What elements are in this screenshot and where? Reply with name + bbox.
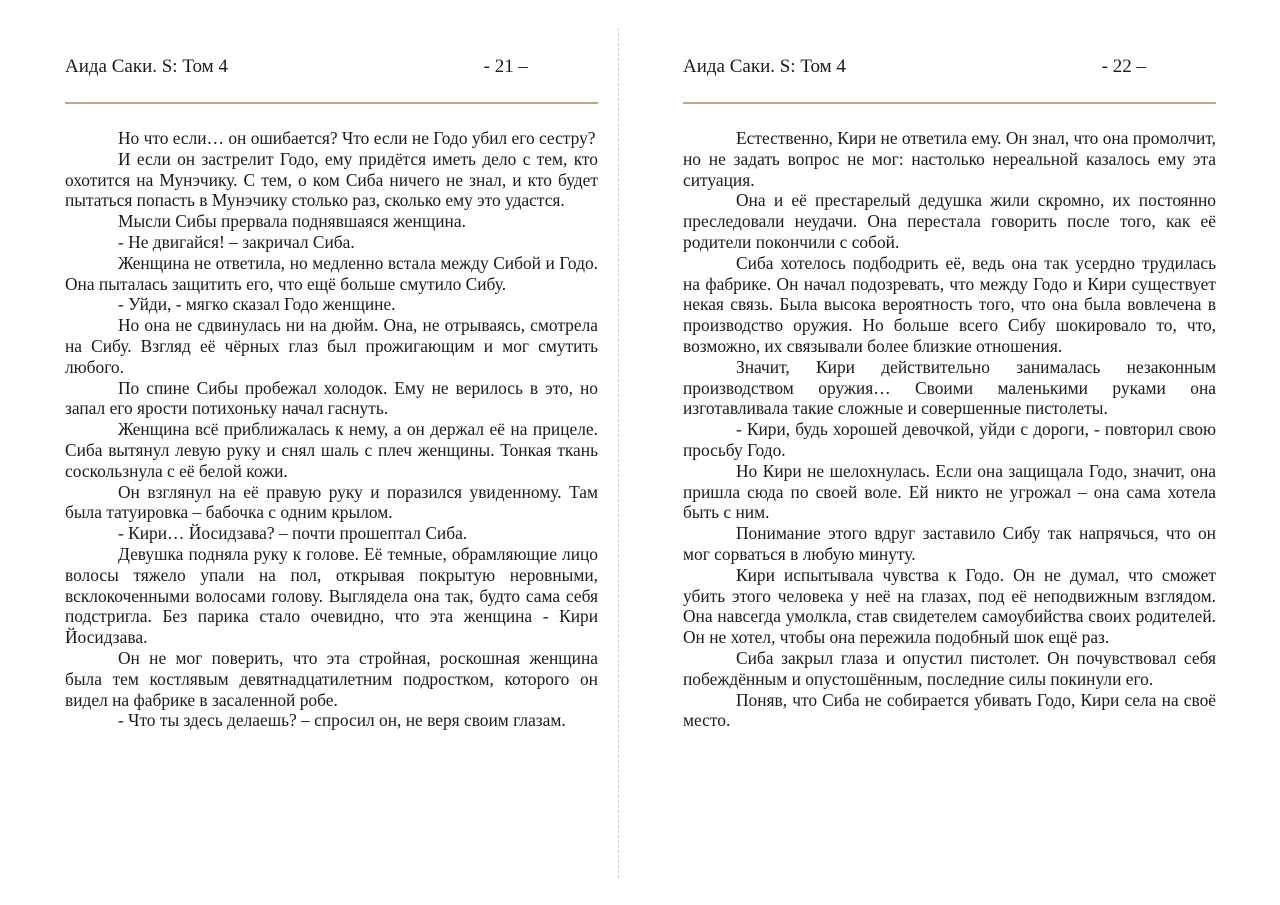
paragraph: Понимание этого вдруг заставило Сибу так напрячься, что он мог сорваться в любую минуту.: [683, 523, 1216, 564]
paragraph: - Кири… Йосидзава? – почти прошептал Сиба.: [118, 523, 468, 544]
page-number: - 22 –: [1101, 56, 1146, 77]
header-rule: [683, 102, 1216, 104]
paragraph: Естественно, Кири не ответила ему. Он знал, что она промолчит, но не задать вопрос не мог: настолько нереальной казалось ему эта ситуация.: [683, 128, 1216, 190]
page-body: [683, 128, 1216, 731]
paragraph: Женщина всё приближалась к нему, а он держал её на прицеле. Сиба вытянул левую руку и снял шаль с плеч женщины. Тонкая ткань соскользнула с её белой кожи.: [65, 419, 598, 481]
header-title: Аида Саки. S: Том 4: [65, 56, 228, 77]
page-divider: [618, 28, 619, 878]
page-body: [65, 128, 598, 731]
left-page: [65, 0, 598, 905]
page-header: [65, 54, 598, 80]
page-header: [683, 54, 1216, 80]
paragraph: Но Кири не шелохнулась. Если она защищала Годо, значит, она пришла сюда по своей воле. Ей никто не угрожал – она сама хотела быть с ним.: [683, 460, 1216, 523]
paragraph: Он взглянул на её правую руку и поразился увиденному. Там была татуировка – бабочка с одним крылом.: [65, 481, 598, 523]
header-rule: [65, 102, 598, 104]
paragraph: Девушка подняла руку к голове. Её темные, обрамляющие лицо волосы тяжело упали на пол, открывая покрытую неровными, всклокоченными волосами голову. Выглядела она так, будто сама себя подстригла. Без парика стало очевидно, что эта женщина - Кири Йосидзава.: [65, 543, 598, 648]
paragraph: Значит, Кири действительно занималась незаконным производством оружия… Своими маленькими руками она изготавливала такие сложные и совершенные пистолеты.: [683, 356, 1216, 419]
right-page: [683, 0, 1216, 905]
paragraph: Кири испытывала чувства к Годо. Он не думал, что сможет убить этого человека у неё на глазах, под её неподвижным взглядом. Она навсегда умолкла, став свидетелем самоубийства своих родителей. Он не хотел, чтобы она пережила подобный шок ещё раз.: [683, 564, 1216, 648]
paragraph: - Что ты здесь делаешь? – спросил он, не веря своим глазам.: [118, 710, 566, 731]
paragraph: Но что если… он ошибается? Что если не Годо убил его сестру?: [118, 128, 596, 148]
paragraph: Он не мог поверить, что эта стройная, роскошная женщина была тем костлявым девятнадцатилетним подростком, которого он видел на фабрике в засаленной робе.: [65, 647, 598, 710]
paragraph: И если он застрелит Годо, ему придётся иметь дело с тем, кто охотится на Мунэчику. С тем, о ком Сиба ничего не знал, и кто будет пытаться попасть в Мунэчику столько раз, сколько ему это удастся.: [65, 148, 598, 211]
paragraph: Сиба хотелось подбодрить её, ведь она так усердно трудилась на фабрике. Он начал подозревать, что между Годо и Кири существует некая связь. Была высока вероятность того, что она была вовлечена в производство оружия. Но больше всего Сибу шокировало то, что, возможно, их связывали более близкие отношения.: [683, 252, 1216, 356]
paragraph: Мысли Сибы прервала поднявшаяся женщина.: [118, 211, 466, 232]
paragraph: - Не двигайся! – закричал Сиба.: [118, 231, 355, 252]
paragraph: Но она не сдвинулась ни на дюйм. Она, не отрываясь, смотрела на Сибу. Взгляд её чёрных глаз был прожигающим и мог смутить любого.: [65, 315, 598, 377]
paragraph: - Кири, будь хорошей девочкой, уйди с дороги, - повторил свою просьбу Годо.: [683, 419, 1216, 460]
paragraph: Сиба закрыл глаза и опустил пистолет. Он почувствовал себя побеждённым и опустошённым, последние силы покинули его.: [683, 647, 1216, 689]
paragraph: Женщина не ответила, но медленно встала между Сибой и Годо. Она пыталась защитить его, что ещё больше смутило Сибу.: [65, 252, 598, 294]
paragraph: Поняв, что Сиба не собирается убивать Годо, Кири села на своё место.: [683, 689, 1216, 731]
paragraph: По спине Сибы пробежал холодок. Ему не верилось в это, но запал его ярости потихоньку начал гаснуть.: [65, 377, 598, 419]
paragraph: Она и её престарелый дедушка жили скромно, их постоянно преследовали неудачи. Она перестала говорить после того, как её родители покончили с собой.: [683, 190, 1216, 252]
page-number: - 21 –: [483, 56, 528, 77]
header-title: Аида Саки. S: Том 4: [683, 56, 846, 77]
paragraph: - Уйди, - мягко сказал Годо женщине.: [118, 294, 396, 315]
